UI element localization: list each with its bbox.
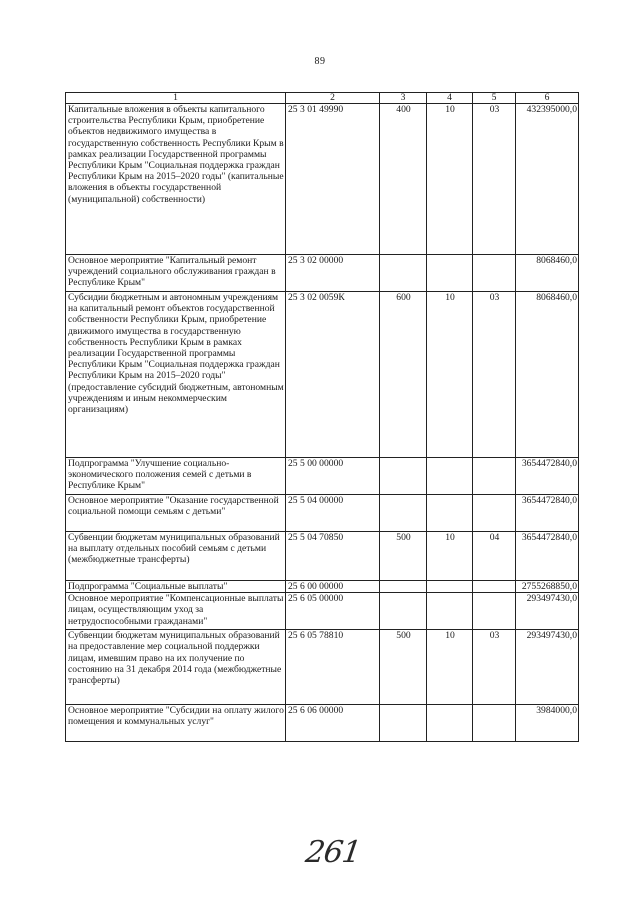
table-row	[66, 630, 579, 705]
table-row	[66, 255, 579, 292]
header-col-3: 3	[380, 93, 427, 104]
row-code: 25 6 05 78810	[286, 630, 380, 705]
table-row	[66, 705, 579, 742]
row-code: 25 3 02 00000	[286, 255, 380, 292]
row-section	[427, 593, 473, 630]
row-expense-type	[380, 593, 427, 630]
page-number: 89	[314, 56, 326, 67]
row-subsection	[473, 705, 516, 742]
row-amount: 3984000,0	[516, 705, 579, 742]
row-expense-type	[380, 581, 427, 593]
header-col-6: 6	[516, 93, 579, 104]
row-subsection	[473, 458, 516, 495]
row-code: 25 5 04 00000	[286, 495, 380, 532]
row-amount: 293497430,0	[516, 630, 579, 705]
row-amount: 2755268850,0	[516, 581, 579, 593]
row-code: 25 6 05 00000	[286, 593, 380, 630]
row-expense-type: 500	[380, 630, 427, 705]
row-name: Подпрограмма "Социальные выплаты"	[66, 581, 286, 593]
row-amount: 3654472840,0	[516, 532, 579, 581]
row-code: 25 6 06 00000	[286, 705, 380, 742]
row-subsection: 03	[473, 630, 516, 705]
table-row	[66, 532, 579, 581]
row-name: Подпрограмма "Улучшение социально-экономического положения семей с детьми в Республике Крым"	[66, 458, 286, 495]
header-col-1: 1	[66, 93, 286, 104]
row-subsection: 03	[473, 292, 516, 458]
row-name: Основное мероприятие "Оказание государственной социальной помощи семьям с детьми"	[66, 495, 286, 532]
row-code: 25 6 00 00000	[286, 581, 380, 593]
row-name: Субвенции бюджетам муниципальных образований на выплату отдельных пособий семьям с детьми (межбюджетные трансферты)	[66, 532, 286, 581]
row-amount: 293497430,0	[516, 593, 579, 630]
row-name: Основное мероприятие "Капитальный ремонт учреждений социального обслуживания граждан в Республике Крым"	[66, 255, 286, 292]
handwritten-page-mark: 261	[303, 835, 363, 870]
row-subsection: 04	[473, 532, 516, 581]
row-expense-type	[380, 705, 427, 742]
row-expense-type	[380, 255, 427, 292]
row-expense-type: 600	[380, 292, 427, 458]
row-expense-type: 500	[380, 532, 427, 581]
table-row	[66, 458, 579, 495]
header-col-2: 2	[286, 93, 380, 104]
row-subsection	[473, 495, 516, 532]
row-subsection: 03	[473, 104, 516, 255]
row-subsection	[473, 255, 516, 292]
row-amount: 8068460,0	[516, 255, 579, 292]
row-amount: 432395000,0	[516, 104, 579, 255]
row-section	[427, 458, 473, 495]
row-subsection	[473, 581, 516, 593]
budget-table	[65, 92, 579, 742]
header-col-5: 5	[473, 93, 516, 104]
table-row	[66, 292, 579, 458]
row-code: 25 5 00 00000	[286, 458, 380, 495]
row-name: Субсидии бюджетным и автономным учреждениям на капитальный ремонт объектов государственной собственности Республики Крым, приобретение движимого имущества в государственную собственность Республики Крым в рамках реализации Государственной программы Республики Крым "Социальная поддержка граждан Республики Крым на 2015–2020 годы" (предоставление субсидий бюджетным, автономным учреждениям и иным некоммерческим организациям)	[66, 292, 286, 458]
row-subsection	[473, 593, 516, 630]
row-section: 10	[427, 104, 473, 255]
row-expense-type	[380, 458, 427, 495]
row-expense-type	[380, 495, 427, 532]
table-row	[66, 593, 579, 630]
header-col-4: 4	[427, 93, 473, 104]
row-section	[427, 581, 473, 593]
table-row	[66, 104, 579, 255]
row-name: Субвенции бюджетам муниципальных образований на предоставление мер социальной поддержки лицам, имевшим право на их получение по состоянию на 31 декабря 2014 года (межбюджетные трансферты)	[66, 630, 286, 705]
table-header-row	[66, 93, 579, 104]
row-section	[427, 495, 473, 532]
row-amount: 3654472840,0	[516, 458, 579, 495]
row-section: 10	[427, 292, 473, 458]
row-code: 25 3 01 49990	[286, 104, 380, 255]
row-name: Основное мероприятие "Компенсационные выплаты лицам, осуществляющим уход за нетрудоспособными гражданами"	[66, 593, 286, 630]
row-amount: 3654472840,0	[516, 495, 579, 532]
table-row	[66, 581, 579, 593]
row-name: Основное мероприятие "Субсидии на оплату жилого помещения и коммунальных услуг"	[66, 705, 286, 742]
row-section: 10	[427, 532, 473, 581]
row-expense-type: 400	[380, 104, 427, 255]
table-row	[66, 495, 579, 532]
row-section	[427, 255, 473, 292]
row-amount: 8068460,0	[516, 292, 579, 458]
row-section: 10	[427, 630, 473, 705]
row-name: Капитальные вложения в объекты капитального строительства Республики Крым, приобретение объектов недвижимого имущества в государственную собственность Республики Крым в рамках реализации Государственной программы Республики Крым "Социальная поддержка граждан Республики Крым на 2015–2020 годы" (капитальные вложения в объекты государственной (муниципальной) собственности)	[66, 104, 286, 255]
row-code: 25 5 04 70850	[286, 532, 380, 581]
row-code: 25 3 02 0059К	[286, 292, 380, 458]
row-section	[427, 705, 473, 742]
